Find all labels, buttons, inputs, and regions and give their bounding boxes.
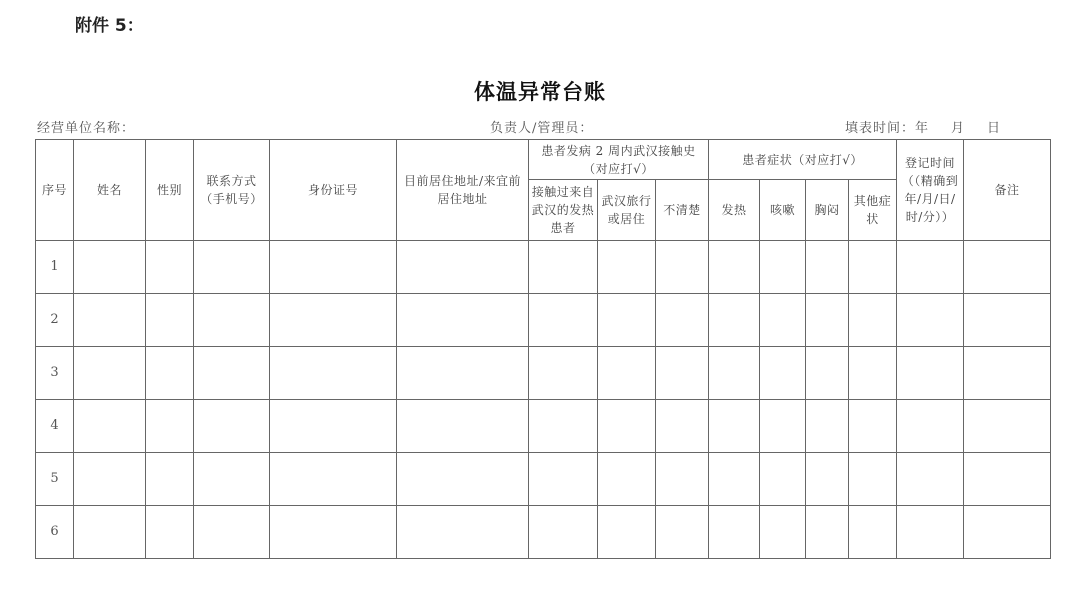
table-cell[interactable] (709, 241, 760, 294)
table-cell[interactable] (194, 506, 270, 559)
table-cell[interactable] (270, 294, 397, 347)
table-cell[interactable] (849, 241, 897, 294)
table-cell[interactable] (656, 294, 709, 347)
table-cell[interactable] (964, 506, 1051, 559)
table-cell[interactable] (529, 506, 598, 559)
table-cell[interactable] (74, 241, 146, 294)
month-label: 月 (951, 121, 966, 136)
table-cell[interactable] (760, 453, 806, 506)
table-cell[interactable] (270, 347, 397, 400)
table-cell[interactable] (270, 453, 397, 506)
operating-unit-label: 经营单位名称： (37, 121, 136, 136)
table-cell[interactable] (656, 241, 709, 294)
row-number: 6 (36, 506, 74, 559)
header-wuhan-contact-history: 患者发病 2 周内武汉接触史（对应打√） (529, 140, 709, 180)
header-register-time: 登记时间（（精确到年/月/日/时/分）） (897, 140, 964, 241)
table-cell[interactable] (806, 506, 849, 559)
header-unclear: 不清楚 (656, 180, 709, 241)
table-cell[interactable] (74, 506, 146, 559)
table-cell[interactable] (897, 294, 964, 347)
table-cell[interactable] (709, 294, 760, 347)
table-cell[interactable] (709, 400, 760, 453)
table-cell[interactable] (849, 453, 897, 506)
table-cell[interactable] (964, 294, 1051, 347)
table-cell[interactable] (74, 347, 146, 400)
table-cell[interactable] (806, 294, 849, 347)
table-cell[interactable] (849, 347, 897, 400)
table-cell[interactable] (598, 400, 656, 453)
table-row (36, 506, 1051, 559)
fill-time-label: 填表时间：年 (845, 121, 930, 136)
table-cell[interactable] (849, 294, 897, 347)
table-cell[interactable] (397, 347, 529, 400)
header-gender: 性别 (146, 140, 194, 241)
table-cell[interactable] (194, 241, 270, 294)
table-cell[interactable] (529, 241, 598, 294)
table-cell[interactable] (656, 400, 709, 453)
table-cell[interactable] (964, 241, 1051, 294)
table-row (36, 453, 1051, 506)
table-cell[interactable] (529, 453, 598, 506)
day-label: 日 (987, 121, 1002, 136)
table-cell[interactable] (397, 294, 529, 347)
table-cell[interactable] (760, 241, 806, 294)
table-cell[interactable] (849, 506, 897, 559)
header-contacted-fever-patient: 接触过来自武汉的发热患者 (529, 180, 598, 241)
header-remarks: 备注 (964, 140, 1051, 241)
row-number: 4 (36, 400, 74, 453)
table-cell[interactable] (146, 347, 194, 400)
table-row (36, 347, 1051, 400)
table-cell[interactable] (529, 400, 598, 453)
table-cell[interactable] (194, 347, 270, 400)
table-cell[interactable] (598, 294, 656, 347)
table-cell[interactable] (656, 453, 709, 506)
fill-time-field (845, 117, 1023, 136)
table-cell[interactable] (529, 294, 598, 347)
row-number: 1 (36, 241, 74, 294)
header-name: 姓名 (74, 140, 146, 241)
temperature-ledger-table (35, 139, 1051, 559)
table-cell[interactable] (146, 400, 194, 453)
header-address: 目前居住地址/来宜前居住地址 (397, 140, 529, 241)
table-cell[interactable] (806, 400, 849, 453)
table-cell[interactable] (760, 347, 806, 400)
table-cell[interactable] (194, 294, 270, 347)
header-chest-tightness: 胸闷 (806, 180, 849, 241)
table-cell[interactable] (270, 241, 397, 294)
table-cell[interactable] (964, 453, 1051, 506)
header-seq: 序号 (36, 140, 74, 241)
table-cell[interactable] (964, 400, 1051, 453)
attachment-label: 附件 5： (75, 16, 144, 36)
table-cell[interactable] (74, 400, 146, 453)
table-cell[interactable] (146, 506, 194, 559)
document-title: 体温异常台账 (474, 80, 606, 104)
table-cell[interactable] (146, 453, 194, 506)
table-cell[interactable] (760, 294, 806, 347)
table-cell[interactable] (709, 506, 760, 559)
header-contact: 联系方式（手机号） (194, 140, 270, 241)
table-cell[interactable] (397, 400, 529, 453)
table-cell[interactable] (74, 453, 146, 506)
table-cell[interactable] (656, 347, 709, 400)
table-cell[interactable] (397, 241, 529, 294)
table-cell[interactable] (964, 347, 1051, 400)
table-cell[interactable] (270, 506, 397, 559)
table-cell[interactable] (897, 400, 964, 453)
table-cell[interactable] (598, 241, 656, 294)
ledger-body (36, 241, 1051, 559)
row-number: 3 (36, 347, 74, 400)
header-row-group (36, 140, 1051, 180)
row-number: 2 (36, 294, 74, 347)
table-cell[interactable] (760, 506, 806, 559)
table-cell[interactable] (849, 400, 897, 453)
table-cell[interactable] (598, 506, 656, 559)
table-cell[interactable] (270, 400, 397, 453)
header-fever: 发热 (709, 180, 760, 241)
table-cell[interactable] (74, 294, 146, 347)
header-id-number: 身份证号 (270, 140, 397, 241)
table-cell[interactable] (760, 400, 806, 453)
header-travel-residence: 武汉旅行或居住 (598, 180, 656, 241)
table-cell[interactable] (529, 347, 598, 400)
table-cell[interactable] (806, 241, 849, 294)
table-cell[interactable] (656, 506, 709, 559)
table-cell[interactable] (598, 347, 656, 400)
table-cell[interactable] (397, 506, 529, 559)
table-cell[interactable] (806, 347, 849, 400)
table-row (36, 294, 1051, 347)
table-row (36, 241, 1051, 294)
table-cell[interactable] (897, 506, 964, 559)
table-cell[interactable] (897, 347, 964, 400)
table-cell[interactable] (709, 453, 760, 506)
table-cell[interactable] (146, 294, 194, 347)
table-row (36, 400, 1051, 453)
table-cell[interactable] (194, 453, 270, 506)
table-cell[interactable] (146, 241, 194, 294)
table-cell[interactable] (194, 400, 270, 453)
table-cell[interactable] (598, 453, 656, 506)
header-cough: 咳嗽 (760, 180, 806, 241)
table-cell[interactable] (897, 453, 964, 506)
table-cell[interactable] (897, 241, 964, 294)
table-cell[interactable] (709, 347, 760, 400)
row-number: 5 (36, 453, 74, 506)
responsible-person-label: 负责人/管理员： (490, 121, 594, 136)
table-cell[interactable] (806, 453, 849, 506)
header-other-symptoms: 其他症状 (849, 180, 897, 241)
table-cell[interactable] (397, 453, 529, 506)
header-symptoms: 患者症状（对应打√） (709, 140, 897, 180)
